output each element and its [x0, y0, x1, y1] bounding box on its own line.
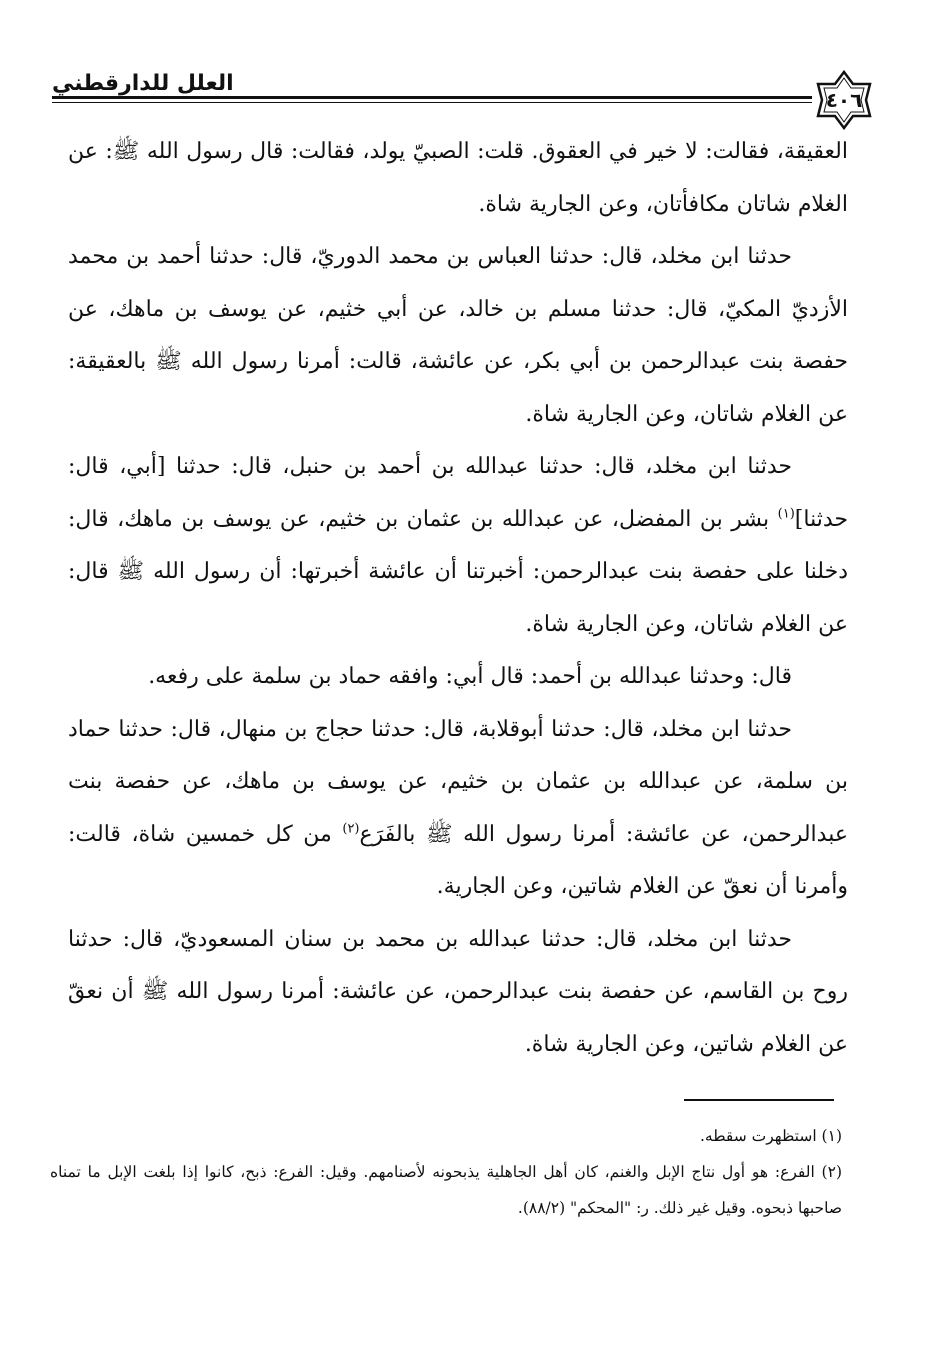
page-number-badge — [810, 70, 878, 130]
footnote: (٢) الفرع: هو أول نتاج الإبل والغنم، كان أهل الجاهلية يذبحونه لأصنامهم. وقيل: الفرع: ذبح، كانوا إذا بلغت الإبل ما تمناه صاحبها ذبحوه. وقيل غير ذلك. ر: "المحكم" (٨٨/٢). — [50, 1163, 842, 1217]
paragraph — [68, 704, 848, 914]
paragraph: حدثنا ابن مخلد، قال: حدثنا العباس بن محمد الدوريّ، قال: حدثنا أحمد بن محمد الأزديّ المكيّ، قال: حدثنا مسلم بن خالد، عن أبي خثيم، عن يوسف بن ماهك، عن حفصة بنت عبدالرحمن بن أبي بكر، عن عائشة، قالت: أمرنا رسول الله ﷺ بالعقيقة: عن الغلام شاتان، وعن الجارية شاة. — [68, 244, 848, 427]
paragraph-text: حدثنا ابن مخلد، قال: حدثنا أبوقلابة، قال: حدثنا حجاج بن منهال، قال: حدثنا حماد بن سلمة، عن عبدالله بن عثمان بن خثيم، عن يوسف بن ماهك، عن حفصة بنت عبدالرحمن، عن عائشة: أمرنا رسول الله ﷺ بالفَرَع — [68, 716, 848, 847]
footnote-separator — [684, 1099, 834, 1101]
paragraph-text: بشر بن المفضل، عن عبدالله بن عثمان بن خثيم، عن يوسف بن ماهك، قال: دخلنا على حفصة بنت عبدالرحمن: أخبرتنا أن عائشة أخبرتها: أن رسول الله ﷺ قال: عن الغلام شاتان، وعن الجارية شاة. — [68, 506, 848, 637]
paragraph-text: حدثنا ابن مخلد، قال: حدثنا عبدالله بن أحمد بن حنبل، قال: حدثنا [أبي، قال: حدثنا] — [68, 454, 848, 532]
paragraph: قال: وحدثنا عبدالله بن أحمد: قال أبي: وافقه حماد بن سلمة على رفعه. — [148, 664, 792, 689]
paragraph — [68, 441, 848, 651]
book-title: العلل للدارقطني — [52, 71, 234, 96]
footnote-ref: (١) — [777, 506, 795, 522]
paragraph: حدثنا ابن مخلد، قال: حدثنا عبدالله بن محمد بن سنان المسعوديّ، قال: حدثنا روح بن القاسم، عن حفصة بنت عبدالرحمن، عن عائشة: أمرنا رسول الله ﷺ أن نعقّ عن الغلام شاتين، وعن الجارية شاة. — [68, 926, 848, 1057]
paragraph-text: من كل خمسين شاة، قالت: وأمرنا أن نعقّ عن الغلام شاتين، وعن الجارية. — [68, 821, 848, 899]
paragraph: العقيقة، فقالت: لا خير في العقوق. قلت: الصبيّ يولد، فقالت: قال رسول الله ﷺ: عن الغلام شاتان مكافأتان، وعن الجارية شاة. — [68, 139, 848, 217]
footnote: (١) استظهرت سقطه. — [699, 1127, 842, 1145]
footnotes — [50, 1118, 842, 1226]
main-text — [68, 126, 848, 1071]
header-rule-thin — [52, 102, 812, 103]
page-number: ٤٠٦ — [825, 88, 863, 112]
header-rule — [52, 96, 812, 99]
footnote-ref: (٢) — [342, 821, 360, 837]
